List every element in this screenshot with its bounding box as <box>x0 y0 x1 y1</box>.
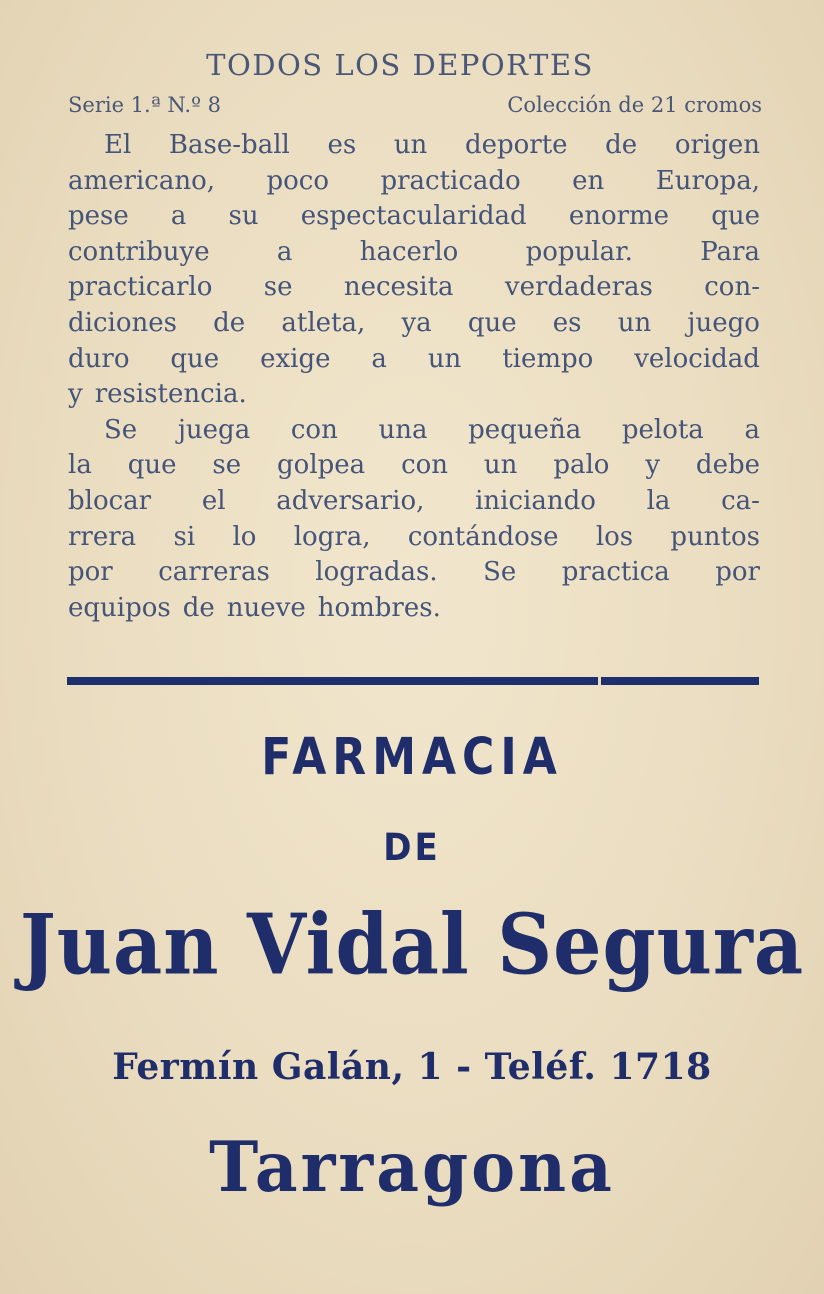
word: se <box>212 450 242 481</box>
word: ya <box>401 307 432 338</box>
word: y <box>645 450 661 481</box>
divider-rule <box>67 677 759 685</box>
word: los <box>595 521 634 552</box>
word: adversario, <box>276 485 425 516</box>
word: diciones <box>68 307 177 338</box>
word: el <box>201 485 226 516</box>
word: por <box>715 557 760 588</box>
ad-de: DE <box>383 826 441 870</box>
text-line <box>68 306 760 342</box>
paragraph-2 <box>68 413 760 627</box>
word: logradas. <box>315 557 438 588</box>
word: ca- <box>721 485 760 516</box>
word: Base-ball <box>168 130 290 160</box>
word: blocar <box>68 485 152 516</box>
word: exige <box>260 343 331 374</box>
word: es <box>552 307 582 338</box>
paragraph-1 <box>68 128 760 413</box>
word: con- <box>704 272 760 303</box>
word: El <box>104 130 132 160</box>
word: un <box>427 343 462 374</box>
text-line <box>68 377 760 413</box>
word: deporte <box>464 130 568 160</box>
word: contribuye <box>68 236 210 267</box>
word: y <box>68 379 83 410</box>
word: duro <box>68 343 130 374</box>
word: es <box>327 130 357 160</box>
word: pese <box>68 201 129 232</box>
word: en <box>572 165 605 196</box>
word: un <box>483 450 518 481</box>
series-number: Serie 1.ª N.º 8 <box>68 93 221 117</box>
word: velocidad <box>634 343 760 374</box>
text-line <box>68 270 760 306</box>
word: Europa, <box>655 165 760 196</box>
word: su <box>228 201 259 232</box>
word: que <box>127 450 177 481</box>
ad-pharmacist-name: Juan Vidal Segura <box>19 895 805 994</box>
word: rrera <box>68 521 137 552</box>
word: juego <box>687 307 760 338</box>
word: iniciando <box>475 485 596 516</box>
text-line <box>68 520 760 556</box>
word: Se <box>104 414 138 445</box>
text-line <box>68 235 760 271</box>
word: hombres. <box>317 592 441 623</box>
series-title: TODOS LOS DEPORTES <box>206 48 594 82</box>
word: nueve <box>226 592 306 623</box>
word: que <box>467 307 517 338</box>
word: una <box>378 414 428 445</box>
collection-count: Colección de 21 cromos <box>507 93 762 117</box>
word: se <box>263 272 293 303</box>
word: lo <box>232 521 257 552</box>
ad-city: Tarragona <box>209 1126 615 1208</box>
word: verdaderas <box>504 272 653 303</box>
word: practica <box>561 557 670 588</box>
word: con <box>401 450 449 481</box>
word: que <box>711 201 760 232</box>
word: Se <box>483 557 517 588</box>
word: a <box>744 414 760 445</box>
word: Para <box>700 236 760 267</box>
word: a <box>276 236 293 267</box>
word: la <box>646 485 671 516</box>
word: popular. <box>525 236 633 267</box>
description-text <box>68 128 760 626</box>
word: poco <box>266 165 329 196</box>
word: americano, <box>68 165 216 196</box>
word: juega <box>177 414 251 445</box>
word: un <box>617 307 652 338</box>
word: golpea <box>277 450 366 481</box>
word: con <box>290 414 338 445</box>
word: enorme <box>568 201 670 232</box>
text-line <box>68 484 760 520</box>
word: si <box>173 521 196 552</box>
text-line <box>68 591 760 627</box>
word: hacerlo <box>359 236 459 267</box>
word: contándose <box>407 521 559 552</box>
text-line <box>68 555 760 591</box>
word: practicarlo <box>68 272 213 303</box>
word: pelota <box>621 414 704 445</box>
word: un <box>393 130 428 160</box>
word: atleta, <box>281 307 366 338</box>
text-line <box>68 342 760 378</box>
text-line <box>68 164 760 200</box>
word: necesita <box>343 272 454 303</box>
word: espectacularidad <box>300 201 527 232</box>
word: de <box>605 130 638 160</box>
word: que <box>170 343 220 374</box>
text-line <box>68 448 760 484</box>
ad-farmacia: FARMACIA <box>261 728 563 787</box>
word: a <box>170 201 187 232</box>
word: logra, <box>293 521 371 552</box>
word: puntos <box>670 521 760 552</box>
text-line <box>68 413 760 449</box>
word: carreras <box>158 557 270 588</box>
word: a <box>371 343 387 374</box>
word: practicado <box>380 165 521 196</box>
word: origen <box>674 130 760 160</box>
word: palo <box>553 450 610 481</box>
word: de <box>182 592 215 623</box>
divider-gap <box>598 677 601 685</box>
word: pequeña <box>468 414 582 445</box>
text-line <box>68 199 760 235</box>
word: la <box>68 450 92 481</box>
word: debe <box>695 450 760 481</box>
word: de <box>213 307 246 338</box>
word: por <box>68 557 113 588</box>
word: tiempo <box>502 343 594 374</box>
word: resistencia. <box>94 379 247 410</box>
word: equipos <box>68 592 171 623</box>
ad-address: Fermín Galán, 1 - Teléf. 1718 <box>112 1046 712 1088</box>
text-line <box>68 128 760 164</box>
